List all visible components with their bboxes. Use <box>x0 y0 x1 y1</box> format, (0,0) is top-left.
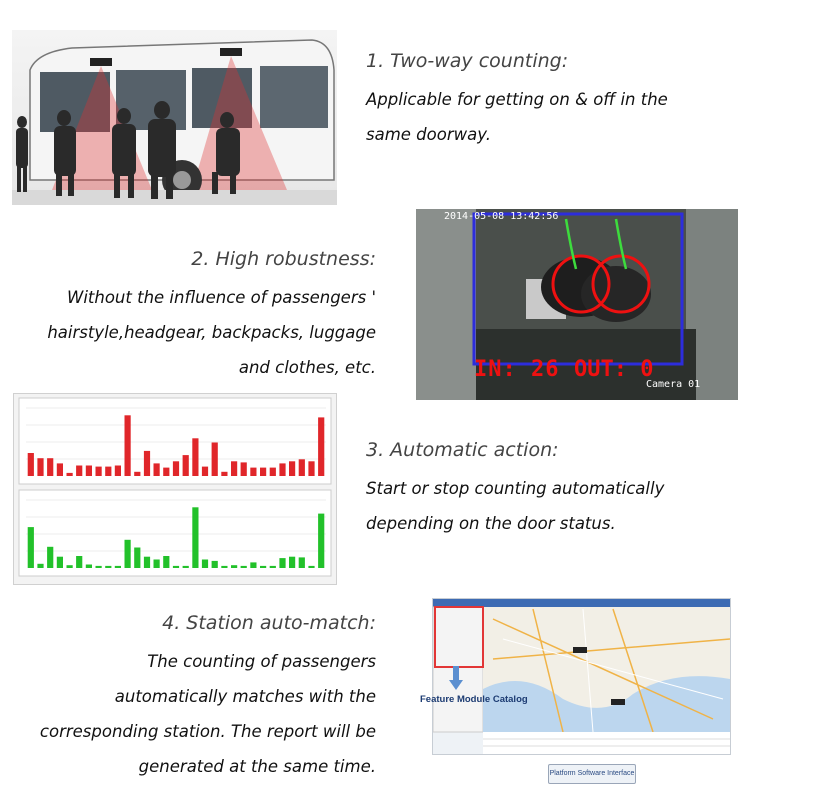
chart-2-bar <box>212 561 218 568</box>
chart-1-bar <box>47 458 53 476</box>
bar-charts <box>14 394 336 584</box>
chart-2-bar <box>183 566 189 568</box>
chart-2-bar <box>47 547 53 568</box>
chart-2-bar <box>270 566 276 568</box>
chart-1-bar <box>270 468 276 476</box>
chart-2-bar <box>163 556 169 568</box>
chart-1-bar <box>115 466 121 477</box>
chart-1-bar <box>202 467 208 476</box>
chart-1-bar <box>241 462 247 476</box>
chart-1-bar <box>163 468 169 476</box>
feature-4-line-3: corresponding station. The report will be <box>39 722 376 741</box>
feature-2-line-2: hairstyle,headgear, backpacks, luggage <box>47 323 376 342</box>
chart-1-bar <box>183 455 189 476</box>
chart-1-bar <box>154 463 160 476</box>
map-illustration <box>433 599 730 754</box>
chart-1-bar <box>289 461 295 476</box>
chart-1-bar <box>212 443 218 477</box>
chart-1-bar <box>144 451 150 476</box>
camera-timestamp: 2014-05-08 13:42:56 <box>444 211 559 222</box>
chart-2-bar <box>125 540 131 568</box>
feature-2-line-3: and clothes, etc. <box>238 358 376 377</box>
chart-2-bar <box>192 507 198 568</box>
chart-2-bar <box>76 556 82 568</box>
chart-2-bar <box>231 565 237 568</box>
chart-2-bar <box>57 557 63 568</box>
chart-2-bar <box>241 566 247 568</box>
chart-2-bar <box>173 566 179 568</box>
out-counter: OUT: 0 <box>574 357 654 382</box>
chart-2-bar <box>144 557 150 568</box>
platform-map-panel <box>432 598 731 755</box>
feature-1-line-1: Applicable for getting on & off in the <box>366 90 668 109</box>
platform-software-interface-button[interactable]: Platform Software Interface <box>548 764 636 784</box>
camera-name: Camera 01 <box>646 379 701 390</box>
chart-1-bar <box>28 453 34 476</box>
feature-3-line-2: depending on the door status. <box>366 514 616 533</box>
feature-2-line-1: Without the influence of passengers ' <box>67 288 376 307</box>
chart-1-bar <box>125 415 131 476</box>
chart-2-bar <box>67 565 73 568</box>
chart-2-bar <box>260 566 266 568</box>
counting-camera-view <box>416 209 738 400</box>
chart-2-bar <box>318 514 324 568</box>
feature-4-line-2: automatically matches with the <box>114 687 376 706</box>
passenger-report-charts <box>13 393 337 585</box>
in-counter: IN: 26 <box>474 357 560 382</box>
feature-3-heading: 3. Automatic action: <box>366 439 559 461</box>
chart-2-bar <box>250 562 256 568</box>
chart-1-bar <box>260 468 266 476</box>
chart-1-bar <box>250 468 256 476</box>
chart-2-bar <box>299 557 305 568</box>
chart-1-bar <box>173 461 179 476</box>
chart-1-bar <box>37 458 43 476</box>
chart-2-bar <box>96 566 102 568</box>
chart-1-bar <box>299 459 305 476</box>
chart-1-bar <box>221 472 227 476</box>
chart-2-bar <box>86 565 92 569</box>
chart-1-bar <box>134 472 140 476</box>
feature-1-heading: 1. Two-way counting: <box>366 50 569 72</box>
feature-2-heading: 2. High robustness: <box>191 248 376 270</box>
chart-1-bar <box>96 467 102 476</box>
chart-1-bar <box>105 467 111 476</box>
chart-1-bar <box>67 473 73 476</box>
chart-1-bar <box>192 438 198 476</box>
chart-2-bar <box>279 558 285 568</box>
chart-1-bar <box>318 417 324 476</box>
chart-1-bar <box>76 466 82 477</box>
chart-1-bar <box>57 463 63 476</box>
feature-4-line-1: The counting of passengers <box>147 652 376 671</box>
chart-2-bar <box>289 557 295 568</box>
chart-1-bar <box>231 461 237 476</box>
down-arrow-icon <box>449 666 463 690</box>
feature-4-heading: 4. Station auto-match: <box>162 612 376 634</box>
bus-photo <box>12 30 337 205</box>
chart-2-bar <box>308 566 314 568</box>
bus-illustration <box>12 30 337 205</box>
chart-2-bar <box>105 566 111 568</box>
chart-2-bar <box>202 560 208 569</box>
chart-2-bar <box>37 564 43 568</box>
chart-1-bar <box>86 466 92 477</box>
chart-2-bar <box>154 560 160 569</box>
chart-1-bar <box>279 463 285 476</box>
chart-2-bar <box>221 566 227 568</box>
feature-3-line-1: Start or stop counting automatically <box>366 479 665 498</box>
feature-module-catalog-label: Feature Module Catalog <box>420 694 528 705</box>
chart-2-bar <box>115 566 121 568</box>
chart-2-bar <box>28 527 34 568</box>
feature-4-line-4: generated at the same time. <box>138 757 376 776</box>
feature-1-line-2: same doorway. <box>366 125 491 144</box>
chart-1-bar <box>308 461 314 476</box>
chart-2-bar <box>134 548 140 569</box>
